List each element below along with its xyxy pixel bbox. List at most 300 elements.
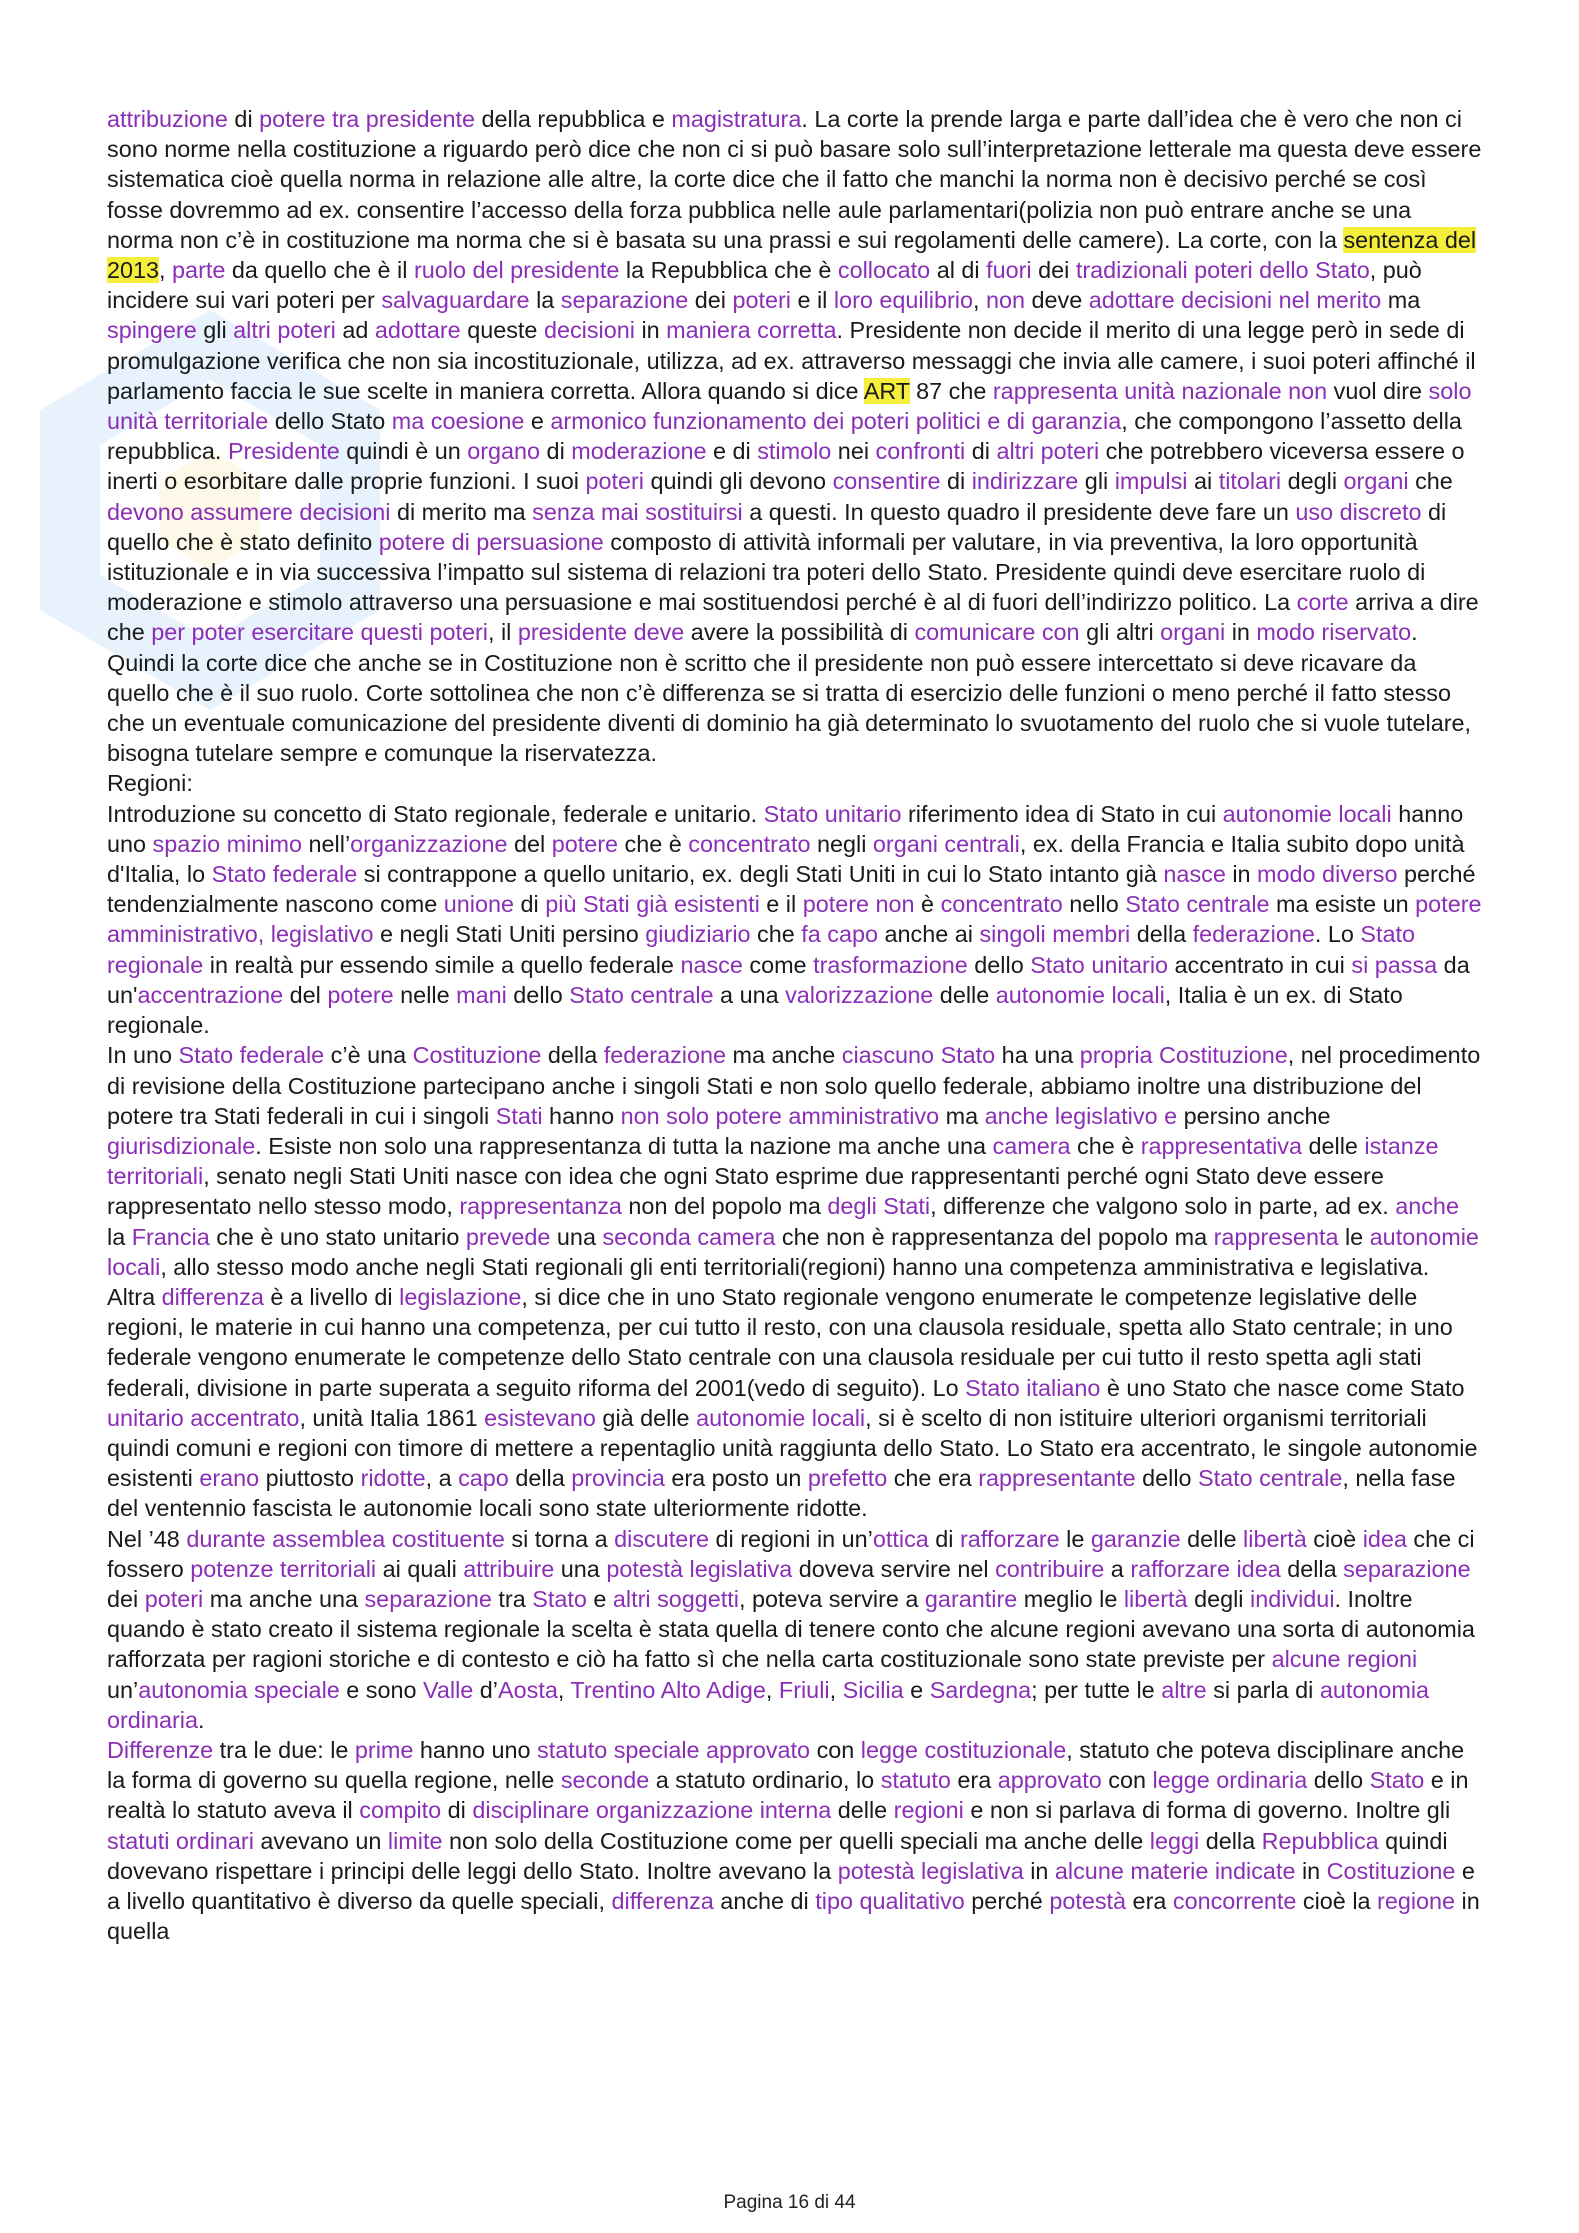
emphasized-text: organi: [1160, 619, 1226, 646]
text-run: da quello che è il: [225, 257, 414, 284]
text-run: vuol dire: [1327, 377, 1429, 404]
emphasized-text: garanzie: [1090, 1525, 1181, 1552]
emphasized-text: differenza: [161, 1283, 264, 1310]
text-run: del: [507, 830, 552, 857]
emphasized-text: autonomie locali: [1222, 800, 1392, 827]
highlighted-text: ART: [863, 377, 910, 404]
emphasized-text: rafforzare idea: [1130, 1555, 1281, 1582]
emphasized-text: altri soggetti: [612, 1585, 739, 1612]
emphasized-text: consentire: [832, 468, 941, 495]
text-run: meglio le: [1017, 1585, 1124, 1612]
text-run: era posto un: [664, 1465, 808, 1492]
text-run: dei: [107, 1585, 145, 1612]
text-run: della: [1130, 921, 1193, 948]
emphasized-text: Trentino Alto Adige: [570, 1676, 766, 1703]
text-run: perché: [964, 1887, 1050, 1914]
text-run: hanno: [542, 1102, 621, 1129]
text-run: , nel procedimento di revisione della Costituzione partecipano anche i singoli Stati e non solo quello federale, abbiamo inoltre una distribuzione del potere tra Stati federali in cui i singoli: [107, 1042, 1481, 1129]
emphasized-text: organi centrali: [872, 830, 1020, 857]
text-run: a: [1104, 1555, 1131, 1582]
emphasized-text: adottare decisioni nel merito: [1088, 287, 1382, 314]
text-run: avere la possibilità di: [684, 619, 915, 646]
emphasized-text: potere non: [802, 891, 915, 918]
text-run: al di: [930, 257, 987, 284]
emphasized-text: potere amministrativo, legislativo: [107, 891, 1482, 948]
emphasized-text: uso discreto: [1295, 498, 1422, 525]
highlighted-text: sentenza del 2013: [107, 226, 1477, 284]
text-run: accentrato in cui: [1168, 951, 1352, 978]
emphasized-text: alcune materie indicate: [1054, 1857, 1296, 1884]
text-run: riferimento idea di Stato in cui: [901, 800, 1223, 827]
text-run: dello: [967, 951, 1031, 978]
emphasized-text: seconde: [560, 1767, 650, 1794]
emphasized-text: accentrazione: [137, 981, 284, 1008]
emphasized-text: organi: [1343, 468, 1409, 495]
text-run: di: [940, 468, 972, 495]
text-run: 87 che: [909, 377, 993, 404]
emphasized-text: mani: [456, 981, 507, 1008]
text-run: , che compongono l’assetto della repubblica.: [107, 408, 1462, 465]
text-run: di merito ma: [390, 498, 533, 525]
emphasized-text: altre: [1161, 1676, 1207, 1703]
text-run: che è uno stato unitario: [209, 1223, 466, 1250]
text-run: , unità Italia 1861: [299, 1404, 485, 1431]
text-run: , il: [487, 619, 518, 646]
text-run: anche ai: [878, 921, 980, 948]
emphasized-text: rappresentanza: [459, 1193, 622, 1220]
text-run: Regioni:: [107, 770, 193, 797]
text-run: . Inoltre quando è stato creato il sistema regionale la scelta è stata quella di tenere conto che alcune regioni avevano una sorta di autonomia rafforzata per ragioni storiche e di contesto e ciò ha fatto sì che nella carta costituzionale sono state previste per: [107, 1585, 1475, 1673]
emphasized-text: garantire: [924, 1585, 1018, 1612]
text-run: nello: [1062, 891, 1126, 918]
emphasized-text: rappresenta: [1213, 1223, 1339, 1250]
emphasized-text: prevede: [465, 1223, 551, 1250]
text-run: le: [1059, 1525, 1091, 1552]
text-run: , nella fase del ventennio fascista le autonomie locali sono state ulteriormente ridotte.: [107, 1465, 1456, 1522]
emphasized-text: solo unità territoriale: [107, 377, 1472, 435]
text-run: da un': [107, 951, 1470, 1008]
text-run: ai quali: [376, 1555, 464, 1582]
emphasized-text: concorrente: [1172, 1887, 1297, 1914]
text-run: di: [514, 891, 546, 918]
emphasized-text: differenza: [611, 1887, 714, 1914]
text-run: . Presidente non decide il merito di una legge però in sede di promulgazione verifica che non sia incostituzionale, utilizza, ad ex. attraverso messaggi che invia alle camere, i suoi poteri affinché il parlamento faccia le sue scelte in maniera corretta. Allora quando si dice: [107, 317, 1476, 404]
text-run: . Quindi la corte dice che anche se in Costituzione non è scritto che il presidente non può essere intercettato si deve ricavare da quello che è il suo ruolo. Corte sottolinea che non c’è differenza se si tratta di esercizio delle funzioni o meno perché il fatto stesso che un eventuale comunicazione del presidente diventi di dominio ha già determinato lo svuotamento del ruolo che si vuole tutelare, bisogna tutelare sempre e comunque la riservatezza.: [107, 619, 1472, 767]
emphasized-text: poteri: [585, 468, 644, 495]
text-run: in: [1225, 619, 1257, 646]
text-run: dei: [1031, 257, 1076, 284]
text-run: si parla di: [1206, 1676, 1320, 1703]
emphasized-text: alcune regioni: [1271, 1646, 1418, 1673]
emphasized-text: Presidente: [227, 438, 340, 465]
emphasized-text: concentrato: [688, 830, 811, 857]
emphasized-text: limite: [387, 1827, 443, 1854]
text-run: e in realtà lo statuto aveva il: [107, 1767, 1469, 1824]
text-run: di: [965, 438, 997, 465]
text-run: del: [283, 981, 328, 1008]
emphasized-text: legge costituzionale: [860, 1736, 1067, 1763]
text-run: delle: [1180, 1525, 1244, 1552]
emphasized-text: nasce: [1163, 861, 1226, 888]
text-run: la Repubblica che è: [619, 257, 838, 284]
emphasized-text: organizzazione: [350, 830, 508, 857]
text-run: .: [198, 1706, 205, 1733]
emphasized-text: istanze territoriali: [107, 1132, 1439, 1190]
emphasized-text: adottare: [374, 317, 461, 344]
emphasized-text: Costituzione: [1326, 1857, 1456, 1884]
emphasized-text: senza mai sostituirsi: [532, 498, 743, 525]
text-run: avevano un: [253, 1827, 388, 1854]
emphasized-text: Sicilia: [842, 1676, 904, 1703]
emphasized-text: Stato: [532, 1585, 587, 1612]
emphasized-text: potere di persuasione: [378, 528, 604, 555]
emphasized-text: capo: [458, 1465, 509, 1492]
paragraph: [107, 1735, 1482, 1946]
text-run: e: [524, 408, 551, 435]
emphasized-text: discutere: [614, 1525, 710, 1552]
emphasized-text: unitario accentrato: [107, 1404, 300, 1431]
text-run: ma esiste un: [1269, 891, 1416, 918]
text-run: cioè la: [1296, 1887, 1378, 1914]
text-run: di: [441, 1797, 473, 1824]
text-run: che: [1408, 468, 1453, 495]
emphasized-text: durante assemblea costituente: [186, 1525, 505, 1552]
text-run: e di: [706, 438, 758, 465]
text-run: persino anche: [1177, 1102, 1331, 1129]
emphasized-text: contribuire: [995, 1555, 1105, 1582]
text-run: in: [1023, 1857, 1055, 1884]
text-run: era: [950, 1767, 998, 1794]
text-run: con: [810, 1736, 861, 1763]
text-run: dello: [1307, 1767, 1370, 1794]
emphasized-text: Stato federale: [211, 861, 358, 888]
document-body: [107, 104, 1482, 1946]
emphasized-text: nasce: [680, 951, 743, 978]
emphasized-text: poteri: [144, 1585, 204, 1612]
text-run: , può incidere sui vari poteri per: [107, 257, 1422, 314]
text-run: , si dice che in uno Stato regionale vengono enumerate le competenze legislative delle regioni, le materie in cui hanno una competenza, per cui tutto il resto, con una clausola residuale, spetta allo Stato centrale; in uno federale vengono enumerate le competenze dello Stato centrale con una clausola residuale per cui tutto il resto spetta agli stati federali, divisione in parte superata a seguito riforma del 2001(vedo di seguito). Lo: [107, 1283, 1453, 1401]
text-run: , Italia è un ex. di Stato regionale.: [107, 981, 1403, 1039]
emphasized-text: ma coesione: [391, 408, 525, 435]
text-run: una: [550, 1223, 603, 1250]
text-run: che: [750, 921, 802, 948]
emphasized-text: Repubblica: [1261, 1827, 1379, 1854]
emphasized-text: indirizzare: [971, 468, 1079, 495]
emphasized-text: approvato: [997, 1767, 1102, 1794]
text-run: queste: [460, 317, 544, 344]
text-run: gli altri: [1079, 619, 1161, 646]
emphasized-text: moderazione: [571, 438, 707, 465]
emphasized-text: Aosta: [498, 1676, 558, 1703]
text-run: ; per tutte le: [1031, 1676, 1162, 1703]
text-run: che ci fossero: [107, 1525, 1475, 1582]
paragraph: [107, 1524, 1482, 1735]
emphasized-text: seconda camera: [602, 1223, 776, 1250]
emphasized-text: esistevano: [484, 1404, 596, 1431]
text-run: è a livello di: [263, 1283, 400, 1310]
emphasized-text: libertà: [1123, 1585, 1188, 1612]
paragraph: [107, 768, 1482, 798]
emphasized-text: separazione: [364, 1585, 492, 1612]
emphasized-text: salvaguardare: [381, 287, 530, 314]
text-run: arriva a dire che: [107, 589, 1479, 646]
text-run: , statuto che poteva disciplinare anche la forma di governo su quella regione, nelle: [107, 1736, 1465, 1794]
text-run: ,: [973, 287, 986, 314]
emphasized-text: statuti ordinari: [107, 1827, 254, 1854]
text-run: ma anche: [726, 1042, 842, 1069]
emphasized-text: armonico funzionamento dei poteri politici e di garanzia: [550, 408, 1122, 435]
emphasized-text: loro equilibrio: [833, 287, 973, 314]
text-run: della repubblica e: [475, 106, 672, 132]
text-run: che è: [618, 830, 689, 857]
text-run: anche di: [713, 1887, 816, 1914]
emphasized-text: individui: [1250, 1585, 1335, 1612]
emphasized-text: presidente deve: [517, 619, 685, 646]
text-run: ha una: [995, 1042, 1080, 1069]
emphasized-text: altri poteri: [233, 317, 336, 344]
emphasized-text: provincia: [571, 1465, 665, 1492]
emphasized-text: non solo potere amministrativo: [620, 1102, 940, 1129]
text-run: come: [742, 951, 814, 978]
emphasized-text: separazione: [560, 287, 689, 314]
emphasized-text: propria Costituzione: [1079, 1042, 1288, 1069]
text-run: negli: [810, 830, 873, 857]
emphasized-text: rappresentativa: [1140, 1132, 1302, 1159]
emphasized-text: spingere: [107, 317, 197, 344]
emphasized-text: statuto speciale approvato: [537, 1736, 811, 1763]
text-run: deve: [1025, 287, 1089, 314]
text-run: a una: [713, 981, 786, 1008]
emphasized-text: Valle: [423, 1676, 474, 1703]
emphasized-text: federazione: [1192, 921, 1315, 948]
text-run: ad: [335, 317, 375, 344]
text-run: , allo stesso modo anche negli Stati regionali gli enti territoriali(regioni) hanno una competenza amministrativa e legislativa. Altra: [107, 1253, 1430, 1310]
emphasized-text: prefetto: [807, 1465, 888, 1492]
emphasized-text: degli Stati: [827, 1193, 931, 1220]
text-run: tra le due: le: [213, 1736, 355, 1763]
text-run: degli: [1281, 468, 1344, 495]
text-run: con: [1101, 1767, 1153, 1794]
emphasized-text: impulsi: [1114, 468, 1188, 495]
emphasized-text: confronti: [875, 438, 966, 465]
text-run: nell’: [302, 830, 351, 857]
emphasized-text: disciplinare organizzazione interna: [472, 1797, 832, 1824]
text-run: delle: [831, 1797, 894, 1824]
text-run: ,: [765, 1676, 779, 1703]
text-run: in realtà pur essendo simile a quello federale: [203, 951, 681, 978]
text-run: che potrebbero viceversa essere o inerti o esorbitare dalle proprie funzioni. I suoi: [107, 438, 1465, 495]
text-run: degli: [1187, 1585, 1250, 1612]
emphasized-text: Costituzione: [412, 1042, 542, 1069]
emphasized-text: anche legislativo e: [984, 1102, 1178, 1129]
text-run: a questi. In questo quadro il presidente deve fare un: [742, 498, 1296, 525]
emphasized-text: camera: [992, 1132, 1071, 1159]
emphasized-text: anche: [1395, 1193, 1459, 1220]
text-run: che è: [1070, 1132, 1141, 1159]
text-run: in: [1225, 861, 1258, 888]
emphasized-text: Stato unitario: [1030, 951, 1169, 978]
emphasized-text: Stati: [495, 1102, 543, 1129]
text-run: ma: [939, 1102, 985, 1129]
text-run: dello Stato: [268, 408, 392, 435]
text-run: quindi gli devono: [644, 468, 833, 495]
emphasized-text: prime: [354, 1736, 414, 1763]
emphasized-text: separazione: [1343, 1555, 1471, 1582]
text-run: la: [107, 1223, 132, 1250]
text-run: d’: [473, 1676, 499, 1703]
text-run: Nel ’48: [107, 1525, 187, 1552]
text-run: non del popolo ma: [621, 1193, 828, 1220]
text-run: piuttosto: [259, 1465, 361, 1492]
emphasized-text: concentrato: [940, 891, 1063, 918]
emphasized-text: stimolo: [757, 438, 832, 465]
emphasized-text: potestà: [1049, 1887, 1127, 1914]
emphasized-text: tradizionali poteri dello Stato: [1075, 257, 1370, 284]
emphasized-text: potere tra presidente: [259, 106, 475, 132]
text-run: cioè: [1306, 1525, 1363, 1552]
emphasized-text: tipo qualitativo: [815, 1887, 965, 1914]
text-run: dei: [688, 287, 733, 314]
emphasized-text: Francia: [131, 1223, 210, 1250]
text-run: a statuto ordinario, lo: [649, 1767, 881, 1794]
emphasized-text: autonomia speciale: [138, 1676, 340, 1703]
emphasized-text: Stato italiano: [965, 1374, 1101, 1401]
text-run: perché tendenzialmente nascono come: [107, 861, 1476, 918]
text-run: le: [1338, 1223, 1370, 1250]
emphasized-text: legislazione: [399, 1283, 522, 1310]
emphasized-text: fuori: [986, 257, 1032, 284]
text-run: . Esiste non solo una rappresentanza di tutta la nazione ma anche una: [255, 1132, 993, 1159]
text-run: , poteva servire a: [739, 1585, 925, 1612]
text-run: e sono: [339, 1676, 424, 1703]
emphasized-text: giudiziario: [645, 921, 751, 948]
text-run: e il: [759, 891, 803, 918]
text-run: tra: [491, 1585, 533, 1612]
text-run: ,: [829, 1676, 843, 1703]
emphasized-text: Stato regionale: [107, 921, 1416, 978]
text-run: , senato negli Stati Uniti nasce con idea che ogni Stato esprime due rappresentanti perché ogni Stato deve essere rappresentato nello stesso modo,: [107, 1163, 1384, 1220]
text-run: ai: [1187, 468, 1219, 495]
emphasized-text: federazione: [603, 1042, 727, 1069]
text-run: la: [529, 287, 561, 314]
text-run: della: [541, 1042, 604, 1069]
emphasized-text: Stato: [1369, 1767, 1425, 1794]
emphasized-text: autonomie locali: [107, 1223, 1479, 1280]
text-run: gli: [196, 317, 234, 344]
text-run: che non è rappresentanza del popolo ma: [775, 1223, 1214, 1250]
page-footer: Pagina 16 di 44: [723, 2192, 856, 2213]
text-run: delle: [1301, 1132, 1365, 1159]
emphasized-text: poteri: [732, 287, 791, 314]
emphasized-text: corte: [1296, 589, 1349, 616]
emphasized-text: statuto: [880, 1767, 951, 1794]
emphasized-text: attribuire: [463, 1555, 555, 1582]
text-run: della: [1280, 1555, 1344, 1582]
text-run: doveva servire nel: [792, 1555, 996, 1582]
text-run: . La corte la prende larga e parte dall’idea che è vero che non ci sono norme nella costituzione a riguardo però dice che non ci si può basare solo sull’interpretazione letterale ma questa deve essere sistematica cioè quella norma in relazione alle altre, la corte dice che il fatto che manchi la norma non è decisivo perché se così fosse dovremmo ad ex. consentire l’accesso della forza pubblica nelle aule parlamentari(polizia non può entrare anche se una norma non c’è in costituzione ma norma che si è basata su una prassi e sui regolamenti delle camere). La corte, con la: [107, 106, 1482, 253]
text-run: era: [1126, 1887, 1173, 1914]
text-run: composto di attività informali per valutare, in via preventiva, la loro opportunità istituzionale e in via successiva l’impatto sul sistema di relazioni tra poteri dello Stato. Presidente quindi deve esercitare ruolo di moderazione e stimolo attraverso una persuasione e mai sostituendosi perché è al di fuori dell’indirizzo politico. La: [107, 528, 1426, 616]
text-run: quindi dovevano rispettare i principi delle leggi dello Stato. Inoltre avevano la: [107, 1827, 1448, 1884]
emphasized-text: devono assumere decisioni: [107, 498, 391, 525]
text-run: e: [586, 1585, 613, 1612]
emphasized-text: ruolo del presidente: [413, 257, 620, 284]
text-run: hanno uno: [413, 1736, 537, 1763]
text-run: di: [227, 106, 260, 132]
text-run: una: [554, 1555, 607, 1582]
text-run: in quella: [107, 1887, 1480, 1945]
text-run: è uno Stato che nasce come Stato: [1100, 1374, 1465, 1401]
emphasized-text: potestà legislativa: [606, 1555, 793, 1582]
emphasized-text: magistratura: [671, 106, 802, 132]
emphasized-text: collocato: [837, 257, 931, 284]
text-run: della: [1199, 1827, 1262, 1854]
emphasized-text: erano: [199, 1465, 260, 1492]
emphasized-text: legge ordinaria: [1152, 1767, 1308, 1794]
text-run: della: [508, 1465, 572, 1492]
text-run: In uno: [107, 1042, 179, 1069]
text-run: e non si parlava di forma di governo. Inoltre gli: [963, 1797, 1451, 1824]
emphasized-text: Stato centrale: [1125, 891, 1270, 918]
text-run: dello: [506, 981, 570, 1008]
text-run: di: [540, 438, 572, 465]
emphasized-text: ciascuno Stato: [841, 1042, 996, 1069]
emphasized-text: si passa: [1351, 951, 1438, 978]
emphasized-text: regioni: [893, 1797, 964, 1824]
emphasized-text: rafforzare: [960, 1525, 1060, 1552]
emphasized-text: non: [986, 287, 1026, 314]
text-run: che era: [887, 1465, 979, 1492]
text-run: di: [928, 1525, 960, 1552]
text-run: , a: [425, 1465, 459, 1492]
emphasized-text: altri poteri: [996, 438, 1100, 465]
text-run: quindi è un: [339, 438, 468, 465]
text-run: già delle: [595, 1404, 697, 1431]
text-run: ,: [159, 257, 173, 284]
emphasized-text: comunicare con: [914, 619, 1080, 646]
emphasized-text: giurisdizionale: [107, 1132, 256, 1159]
emphasized-text: Stato federale: [178, 1042, 325, 1069]
paragraph: [107, 799, 1482, 1041]
text-run: in: [1295, 1857, 1327, 1884]
emphasized-text: valorizzazione: [785, 981, 934, 1008]
text-run: , differenze che valgono solo in parte, ad ex.: [930, 1193, 1396, 1220]
emphasized-text: modo diverso: [1257, 861, 1398, 888]
emphasized-text: per poter esercitare questi poteri: [151, 619, 488, 646]
text-run: e a livello quantitativo è diverso da quelle speciali,: [107, 1857, 1475, 1914]
emphasized-text: attribuzione: [107, 106, 228, 132]
text-run: si contrappone a quello unitario, ex. degli Stati Uniti in cui lo Stato intanto già: [357, 861, 1164, 888]
text-run: delle: [933, 981, 996, 1008]
text-run: dello: [1135, 1465, 1199, 1492]
text-run: ma anche una: [203, 1585, 365, 1612]
emphasized-text: rappresenta unità nazionale non: [992, 377, 1328, 404]
emphasized-text: organo: [467, 438, 541, 465]
text-run: Introduzione su concetto di Stato regionale, federale e unitario.: [107, 800, 764, 827]
emphasized-text: ridotte: [360, 1465, 426, 1492]
text-run: è: [914, 891, 941, 918]
emphasized-text: Stato centrale: [1198, 1465, 1343, 1492]
emphasized-text: leggi: [1149, 1827, 1200, 1854]
emphasized-text: Differenze: [107, 1736, 214, 1763]
emphasized-text: libertà: [1243, 1525, 1307, 1552]
text-run: non solo della Costituzione come per quelli speciali ma anche delle: [442, 1827, 1150, 1854]
emphasized-text: potenze territoriali: [190, 1555, 377, 1582]
emphasized-text: Stato unitario: [763, 800, 902, 827]
paragraph: [107, 104, 1482, 768]
emphasized-text: decisioni: [543, 317, 635, 344]
emphasized-text: modo riservato: [1256, 619, 1412, 646]
